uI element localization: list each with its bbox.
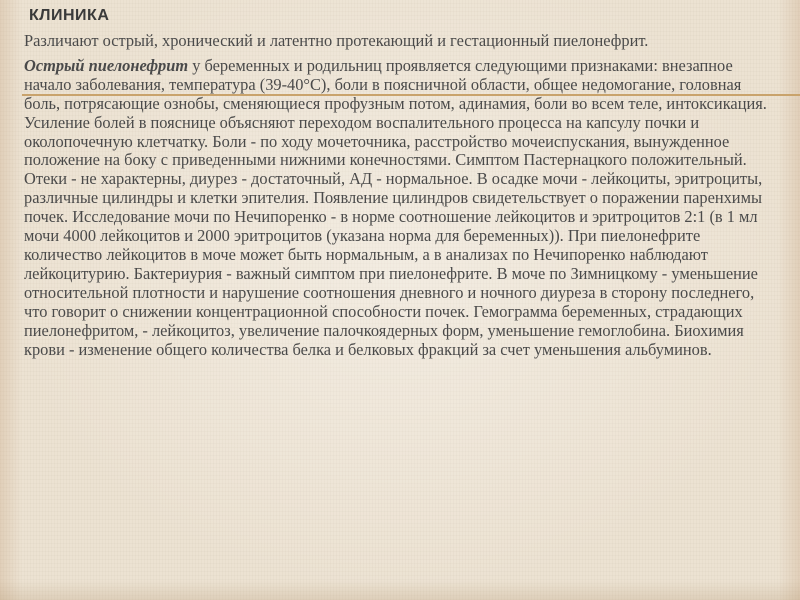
- bottom-decorative-band: [0, 580, 800, 600]
- main-paragraph: [24, 57, 779, 360]
- left-decorative-band: [0, 0, 22, 600]
- right-decorative-band: [778, 0, 800, 600]
- intro-paragraph: Различают острый, хронический и латентно протекающий и гестационный пиелонефрит.: [24, 31, 649, 50]
- main-paragraph-text: у беременных и родильниц проявляется следующими признаками: внезапное начало заболевания, температура (39-40°С), боли в поясничной области, общее недомогание, головная боль, потрясающие ознобы, сменяющиеся профузным потом, адинамия, боли во всем теле, интоксикация. Усиление болей в пояснице объясняют переходом воспалительного процесса на капсулу почки и околопочечную клетчатку. Боли - по ходу мочеточника, расстройство мочеиспускания, вынужденное положение на боку с приведенными нижними конечностями. Симптом Пастернацкого положительный. Отеки - не характерны, диурез - достаточный, АД - нормальное. В осадке мочи - лейкоциты, эритроциты, различные цилиндры и клетки эпителия. Появление цилиндров свидетельствует о поражении паренхимы почек. Исследование мочи по Нечипоренко - в норме соотношение лейкоцитов и эритроцитов 2:1 (в 1 мл мочи 4000 лейкоцитов и 2000 эритроцитов (указана норма для беременных)). При пиелонефрите количество лейкоцитов в моче может быть нормальным, а в анализах по Нечипоренко наблюдают лейкоцитурию. Бактериурия - важный симптом при пиелонефрите. В моче по Зимницкому - уменьшение относительной плотности и нарушение соотношения дневного и ночного диуреза в сторону последнего, что говорит о снижении концентрационной способности почек. Гемограмма беременных, страдающих пиелонефритом, - лейкоцитоз, увеличение палочкоядерных форм, уменьшение гемоглобина. Биохимия крови - изменение общего количества белка и белковых фракций за счет уменьшения альбуминов.: [24, 55, 767, 359]
- slide-title: КЛИНИКА: [29, 7, 110, 24]
- highlighted-term: Острый пиелонефрит: [24, 55, 189, 75]
- slide-content: [24, 32, 779, 359]
